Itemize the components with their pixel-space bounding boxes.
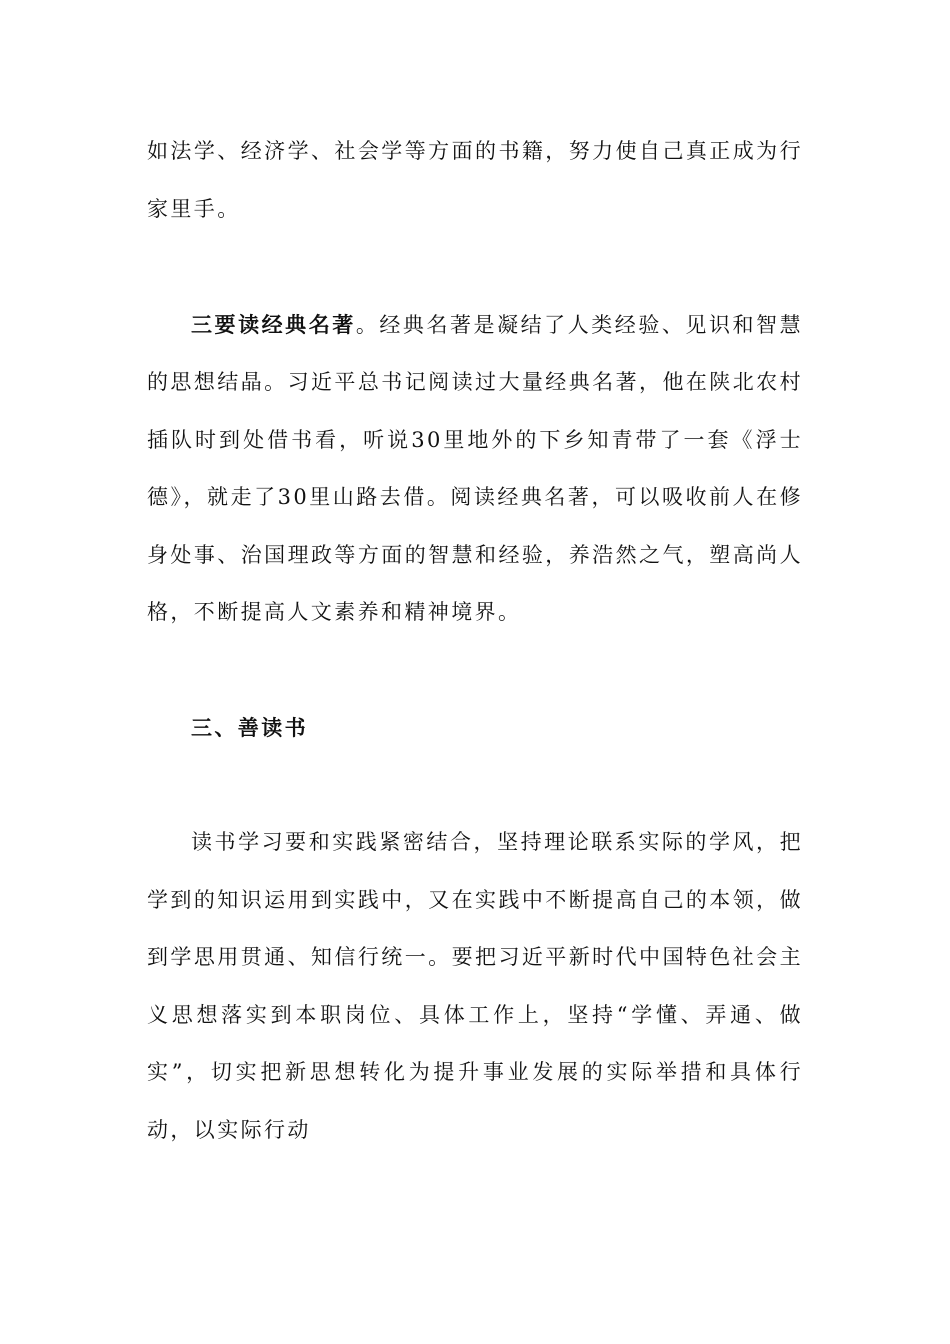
paragraph-text: 读书学习要和实践紧密结合，坚持理论联系实际的学风，把学到的知识运用到实践中，又在实践中不断提高自己的本领，做到学思用贯通、知信行统一。要把习近平新时代中国特色社会主义思想落实到本职岗位、具体工作上，坚持“学懂、弄通、做实”，切实把新思想转化为提升事业发展的实际举措和具体行动，以实际行动 [147, 830, 803, 1142]
paragraph-text: 如法学、经济学、社会学等方面的书籍，努力使自己真正成为行家里手。 [147, 139, 803, 221]
paragraph-classics [147, 296, 803, 642]
paragraph-lead-bold: 三要读经典名著 [191, 311, 356, 337]
document-body [147, 123, 803, 1159]
paragraph-continued [147, 123, 803, 238]
section-heading: 三、善读书 [191, 715, 308, 740]
paragraph-practice [147, 814, 803, 1159]
paragraph-text: 。经典名著是凝结了人类经验、见识和智慧的思想结晶。习近平总书记阅读过大量经典名著，他在陕北农村插队时到处借书看，听说30里地外的下乡知青带了一套《浮士德》，就走了30里山路去借。阅读经典名著，可以吸收前人在修身处事、治国理政等方面的智慧和经验，养浩然之气，塑高尚人格，不断提高人文素养和精神境界。 [147, 312, 803, 624]
